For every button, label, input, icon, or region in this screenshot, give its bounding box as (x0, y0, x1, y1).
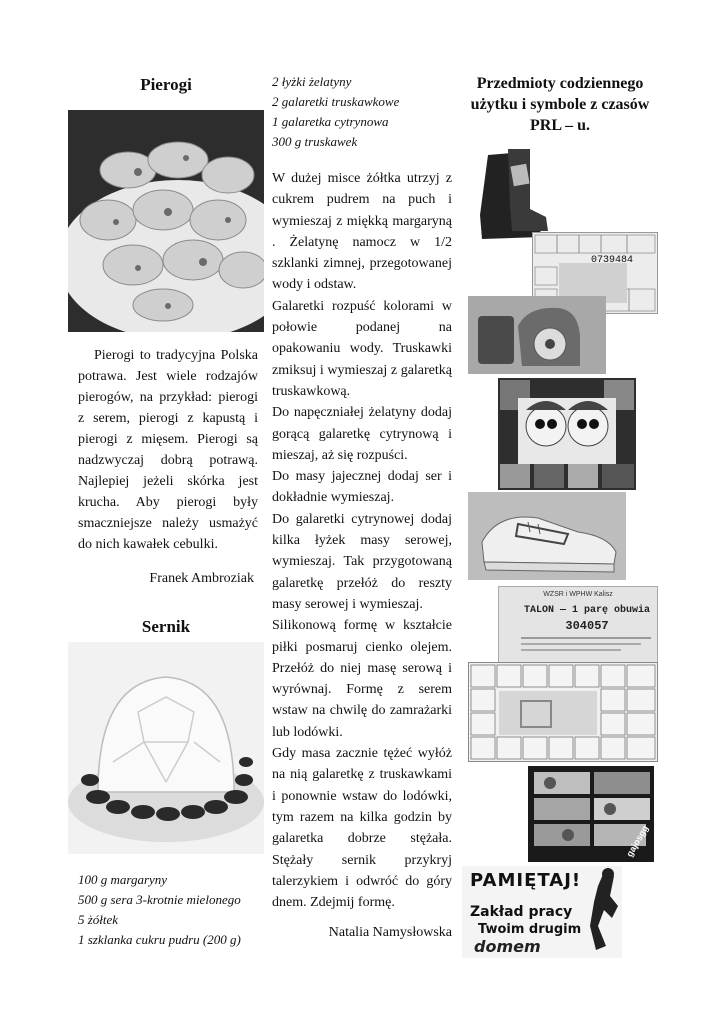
sneakers-photo (468, 492, 626, 580)
sernik-instructions (272, 168, 452, 913)
voucher-number: 304057 (565, 619, 609, 633)
telephone-photo (468, 296, 606, 374)
poster-line: domem (474, 937, 541, 956)
voucher-header: WZSR i WPHW Kalisz (543, 591, 613, 598)
instruction-paragraph: Galaretki rozpuść kolorami w połowie podanej na opakowaniu wody. Truskawki zmiksuj i wymieszaj z galaretką truskawkową. (272, 298, 452, 399)
ingredient-line: 1 szklanka cukru pudru (200 g) (78, 932, 241, 947)
cartoon-collage-photo (498, 378, 636, 490)
instruction-paragraph: Do napęczniałej żelatyny dodaj gorącą galaretkę cytrynową i mieszaj, aż się rozpuści. (272, 405, 452, 463)
sernik-photo (68, 642, 264, 854)
ingredient-line: 5 żółtek (78, 912, 119, 927)
ingredient-line: 2 galaretki truskawkowe (272, 94, 400, 109)
sernik-ingredients-part1 (78, 870, 268, 950)
ingredient-line: 300 g truskawek (272, 134, 358, 149)
banknotes-photo (528, 766, 654, 862)
instruction-paragraph: Gdy masa zacznie tężeć wyłóż na nią galaretkę z truskawkami i ponownie wstaw do lodówki, tym razem na kilka godzin by galaretka dobrze stężała. Stężały sernik przykryj talerzykiem i odwróć do góry dnem. Zdejmij formę. (272, 746, 452, 911)
instruction-paragraph: Do masy jajecznej dodaj ser i dokładnie wymieszaj. (272, 469, 452, 506)
ration-number: 0739484 (591, 255, 634, 266)
pierogi-photo (68, 110, 264, 332)
instruction-paragraph: W dużej misce żółtka utrzyj z cukrem pudrem na puch i wymieszaj z miękką margaryną . Żelatynę namocz w 1/2 szklanki zimnej, przegotowanej wody i odstaw. (272, 171, 452, 293)
pierogi-text: Pierogi to tradycyjna Polska potrawa. Jest wiele rodzajów pierogów, na przykład: pierogi z serem, pierogi z kapustą i pierogi z mięsem. Pierogi są nadzwyczaj dobrą potrawą. Najlepiej jeżeli skórka jest krucha. Aby pierogi były smaczniejsze należy usmażyć do nich kawałek cebulki. (78, 348, 258, 552)
pierogi-author: Franek Ambroziak (149, 571, 254, 586)
instruction-paragraph: Do galaretki cytrynowej dodaj kilka łyżek masy serowej, wymieszaj. Tak przygotowaną galaretkę przełóż do reszty masy serowej i wymieszaj. (272, 511, 452, 612)
poster-line: Twoim drugim (478, 922, 582, 937)
pierogi-title: Pierogi (140, 75, 192, 94)
prl-title: Przedmioty codziennego użytku i symbole z czasów PRL – u. (470, 75, 650, 134)
propaganda-poster (462, 866, 622, 958)
ingredient-line: 100 g margaryny (78, 872, 168, 887)
sernik-author: Natalia Namysłowska (328, 925, 452, 940)
instruction-paragraph: Silikonową formę w kształcie piłki posmaruj cienko olejem. Przełóż do niej masę serową i wyrównaj. Formę z serem wstaw na chwilę do zamrażarki lub lodówki. (272, 618, 452, 740)
watermark-text: gajosgg (624, 823, 651, 859)
voucher-title: TALON — 1 parę obuwia (523, 605, 651, 616)
poster-headline: PAMIĘTAJ! (470, 870, 582, 891)
ingredient-line: 2 łyżki żelatyny (272, 74, 352, 89)
ingredient-line: 500 g sera 3-krotnie mielonego (78, 892, 241, 907)
sernik-ingredients-part2 (272, 72, 452, 152)
ration-coupons-photo (468, 662, 658, 762)
poster-line: Zakład pracy (470, 904, 573, 920)
ingredient-line: 1 galaretka cytrynowa (272, 114, 389, 129)
sernik-title: Sernik (141, 617, 191, 636)
shoe-voucher-photo (498, 586, 658, 664)
